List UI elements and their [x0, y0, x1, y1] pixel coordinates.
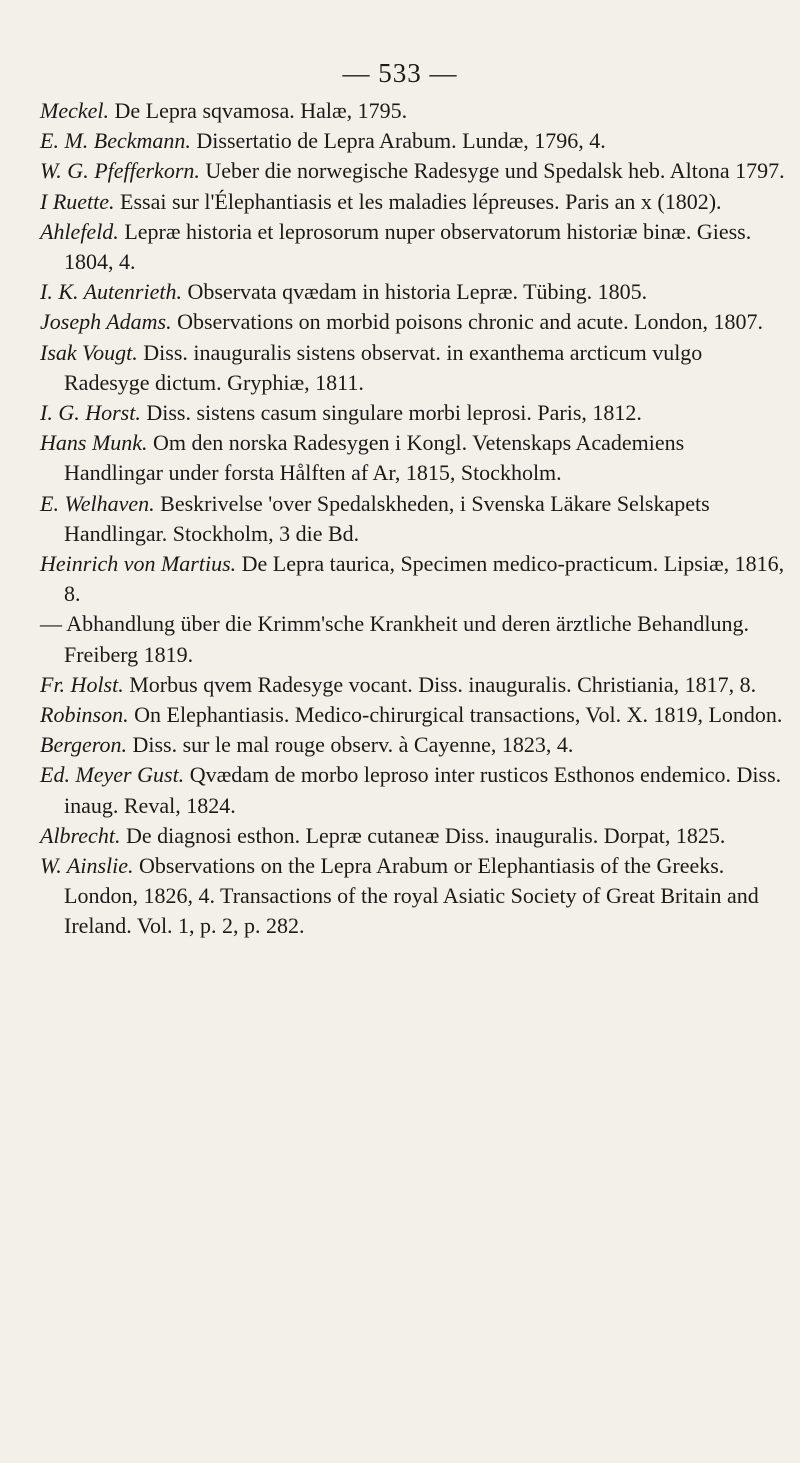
bibliography-entry	[40, 96, 785, 126]
entry-text: Beskrivelse 'over Spedalskheden, i Svenska Läkare Selskapets Handlingar. Stockholm, 3 die Bd.	[64, 490, 710, 546]
bibliography-entry	[40, 760, 785, 820]
entry-text: Morbus qvem Radesyge vocant. Diss. inauguralis. Christiania, 1817, 8.	[123, 671, 757, 697]
entry-author: I. G. Horst.	[40, 400, 141, 426]
entry-author: W. G. Pfefferkorn.	[40, 158, 200, 184]
entry-text: Observations on morbid poisons chronic and acute. London, 1807.	[171, 309, 764, 335]
bibliography-entry	[40, 126, 785, 156]
bibliography-list	[40, 96, 785, 942]
bibliography-entry	[40, 398, 785, 428]
entry-text: Om den norska Radesygen i Kongl. Vetenskaps Academiens Handlingar under forsta Hålften af Ar, 1815, Stockholm.	[64, 430, 685, 486]
bibliography-entry	[40, 428, 785, 488]
bibliography-entry	[40, 730, 785, 760]
bibliography-entry	[40, 609, 785, 669]
bibliography-entry	[40, 489, 785, 549]
entry-author: Fr. Holst.	[40, 671, 124, 697]
bibliography-entry	[40, 670, 785, 700]
entry-author: Albrecht.	[40, 822, 121, 848]
entry-text: Dissertatio de Lepra Arabum. Lundæ, 1796, 4.	[190, 128, 606, 154]
bibliography-entry	[40, 187, 785, 217]
entry-text: Qvædam de morbo leproso inter rusticos Esthonos endemico. Diss. inaug. Reval, 1824.	[64, 762, 782, 818]
entry-text: Essai sur l'Élephantiasis et les maladies lépreuses. Paris an x (1802).	[114, 188, 722, 214]
entry-author: E. Welhaven.	[40, 490, 155, 516]
entry-author: E. M. Beckmann.	[40, 128, 191, 154]
bibliography-entry	[40, 156, 785, 186]
bibliography-entry	[40, 277, 785, 307]
entry-text: De Lepra sqvamosa. Halæ, 1795.	[109, 98, 408, 123]
entry-author: Isak Vougt.	[40, 339, 138, 365]
bibliography-entry	[40, 549, 785, 609]
entry-author: I Ruette.	[40, 188, 115, 214]
entry-author: Heinrich von Martius.	[40, 551, 237, 577]
entry-text: Lepræ historia et leprosorum nuper observatorum historiæ binæ. Giess. 1804, 4.	[64, 218, 752, 275]
bibliography-entry	[40, 338, 785, 398]
entry-text: Diss. sistens casum singulare morbi leprosi. Paris, 1812.	[140, 400, 642, 426]
entry-author: W. Ainslie.	[40, 853, 134, 879]
entry-author: Joseph Adams.	[40, 309, 172, 335]
bibliography-entry	[40, 851, 785, 942]
bibliography-entry	[40, 307, 785, 337]
entry-author: Hans Munk.	[40, 430, 148, 456]
entry-author: I. K. Autenrieth.	[40, 279, 182, 305]
entry-text: Ueber die norwegische Radesyge und Spedalsk heb. Altona 1797.	[199, 158, 785, 184]
bibliography-entry	[40, 700, 785, 730]
entry-text: Diss. inauguralis sistens observat. in exanthema arcticum vulgo Radesyge dictum. Gryphiæ, 1811.	[64, 339, 703, 395]
entry-author: Meckel.	[40, 98, 109, 123]
entry-text: On Elephantiasis. Medico-chirurgical transactions, Vol. X. 1819, London.	[128, 702, 783, 728]
entry-text: Observations on the Lepra Arabum or Elephantiasis of the Greeks. London, 1826, 4. Transactions of the royal Asiatic Society of Great Britain and Ireland. Vol. 1, p. 2, p. 282.	[64, 853, 759, 939]
entry-text: De Lepra taurica, Specimen medico-practicum. Lipsiæ, 1816, 8.	[64, 551, 785, 607]
entry-text: Diss. sur le mal rouge observ. à Cayenne, 1823, 4.	[126, 732, 574, 758]
bibliography-entry	[40, 821, 785, 851]
bibliography-entry	[40, 217, 785, 277]
entry-text: De diagnosi esthon. Lepræ cutaneæ Diss. inauguralis. Dorpat, 1825.	[120, 822, 726, 848]
entry-author: Ed. Meyer Gust.	[40, 762, 185, 788]
entry-text: Observata qvædam in historia Lepræ. Tübing. 1805.	[181, 279, 648, 305]
entry-author: Robinson.	[40, 702, 129, 728]
page-number: — 533 —	[342, 58, 458, 88]
entry-author: Bergeron.	[40, 732, 127, 758]
entry-author: Ahlefeld.	[40, 218, 119, 244]
entry-text: — Abhandlung über die Krimm'sche Krankheit und deren ärztliche Behandlung. Freiberg 1819.	[40, 611, 749, 667]
